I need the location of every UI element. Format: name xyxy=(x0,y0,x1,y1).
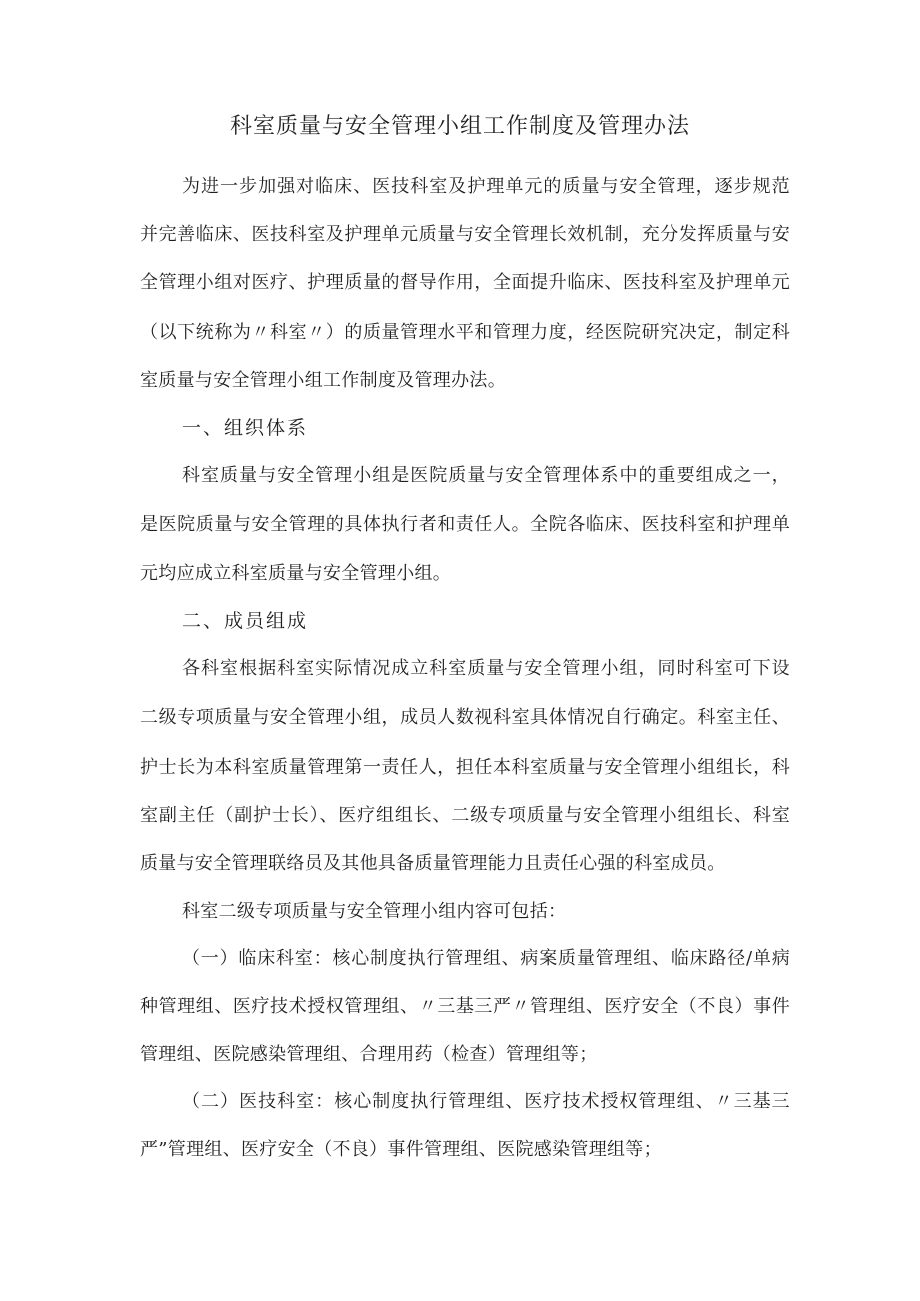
item1-line-3: 管理组、医院感染管理组、合理用药（检查）管理组等； xyxy=(140,1044,598,1065)
section2-content-intro: 科室二级专项质量与安全管理小组内容可包括： xyxy=(182,901,567,922)
section2-line-3: 护士长为本科室质量管理第一责任人，担任本科室质量与安全管理小组组长，科 xyxy=(140,757,790,778)
section2-line-4: 室副主任（副护士长）、医疗组组长、二级专项质量与安全管理小组组长、科室 xyxy=(140,805,790,826)
intro-line-2: 并完善临床、医技科室及护理单元质量与安全管理长效机制，充分发挥质量与安 xyxy=(140,224,790,245)
item2-line-1: （二）医技科室：核心制度执行管理组、医疗技术授权管理组、〃三基三 xyxy=(182,1091,790,1112)
section1-line-3: 元均应成立科室质量与安全管理小组。 xyxy=(140,563,452,584)
section2-line-1: 各科室根据科室实际情况成立科室质量与安全管理小组，同时科室可下设 xyxy=(182,658,790,679)
section1-heading: 一、组织体系 xyxy=(182,417,309,439)
item2-line-2: 严”管理组、医疗安全（不良）事件管理组、医院感染管理组等； xyxy=(140,1139,662,1160)
section1-line-2: 是医院质量与安全管理的具体执行者和责任人。全院各临床、医技科室和护理单 xyxy=(140,514,790,535)
section2-line-5: 质量与安全管理联络员及其他具备质量管理能力且责任心强的科室成员。 xyxy=(140,853,726,874)
section2-heading: 二、成员组成 xyxy=(182,610,309,632)
intro-line-4: （以下统称为〃科室〃）的质量管理水平和管理力度，经医院研究决定，制定科 xyxy=(140,322,790,343)
intro-line-3: 全管理小组对医疗、护理质量的督导作用，全面提升临床、医技科室及护理单元 xyxy=(140,272,790,293)
item1-line-1: （一）临床科室：核心制度执行管理组、病案质量管理组、临床路径/单病 xyxy=(182,948,790,969)
intro-line-1: 为进一步加强对临床、医技科室及护理单元的质量与安全管理，逐步规范 xyxy=(182,176,790,197)
document-title: 科室质量与安全管理小组工作制度及管理办法 xyxy=(229,114,690,139)
section1-line-1: 科室质量与安全管理小组是医院质量与安全管理体系中的重要组成之一， xyxy=(182,465,790,486)
item1-line-2: 种管理组、医疗技术授权管理组、〃三基三严〃管理组、医疗安全（不良）事件 xyxy=(140,996,790,1017)
intro-line-5: 室质量与安全管理小组工作制度及管理办法。 xyxy=(140,370,506,391)
section2-line-2: 二级专项质量与安全管理小组，成员人数视科室具体情况自行确定。科室主任、 xyxy=(140,707,790,728)
